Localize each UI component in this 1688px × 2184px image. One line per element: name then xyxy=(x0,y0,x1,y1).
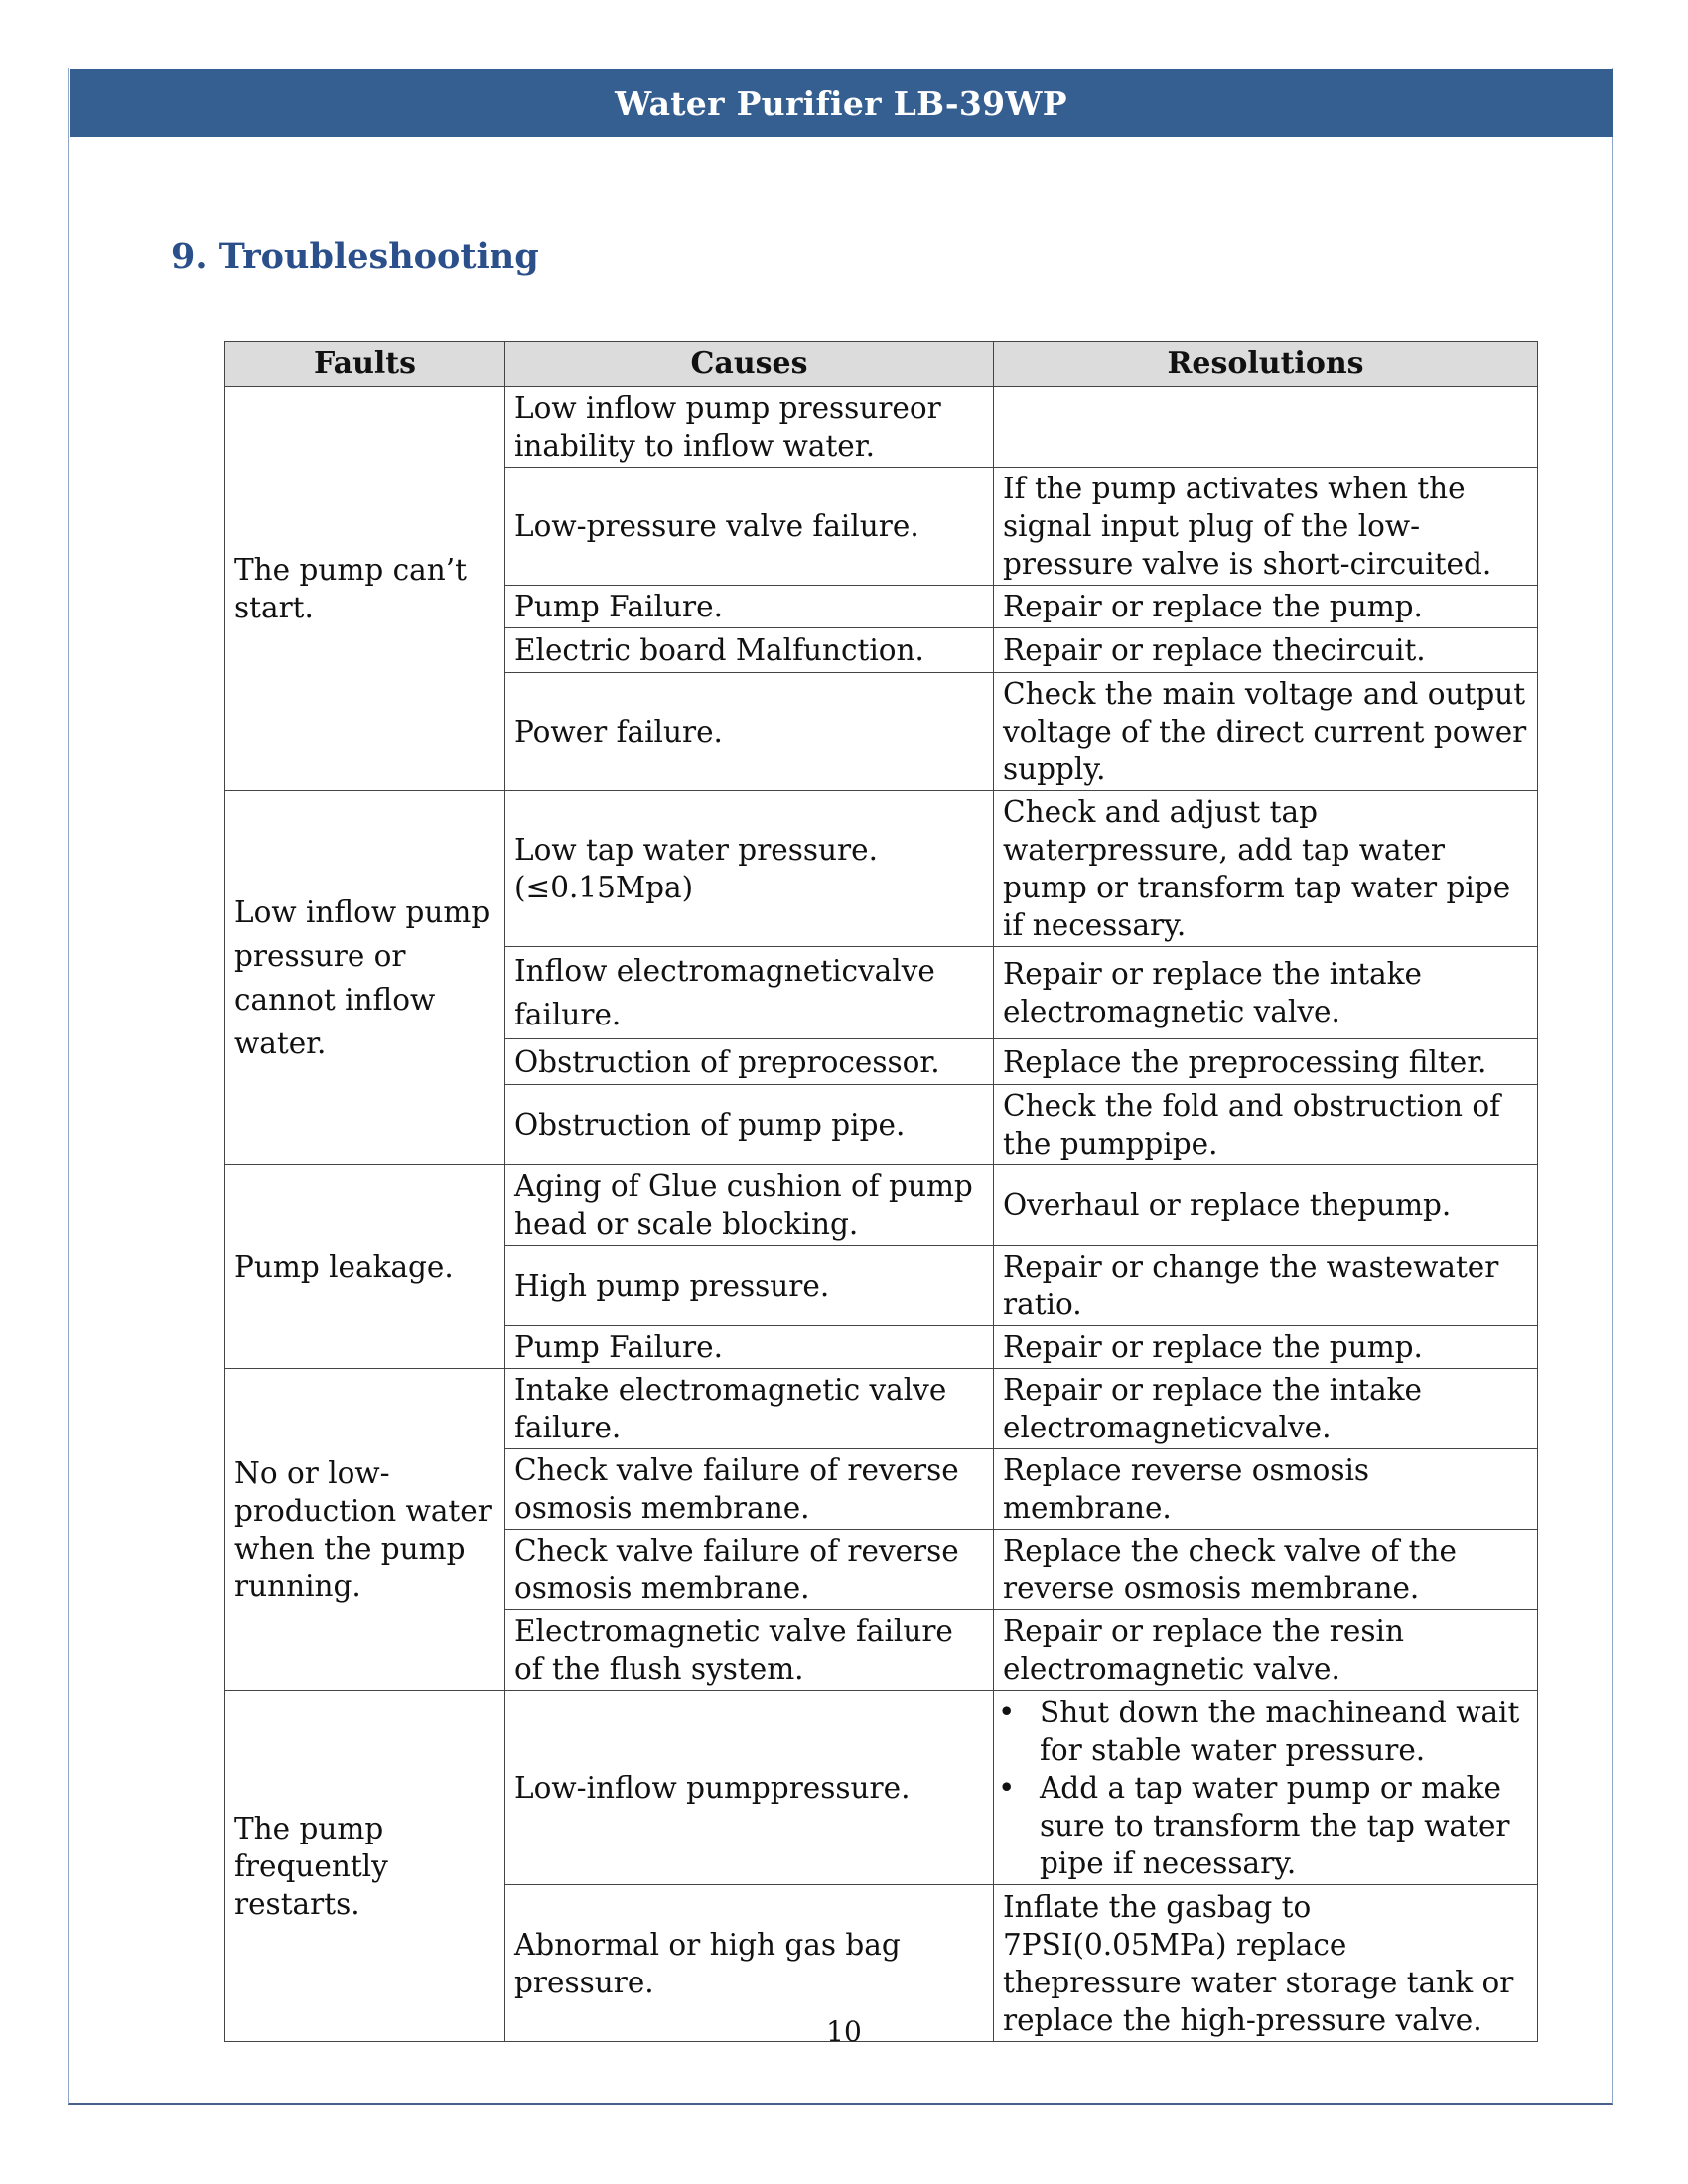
table-row xyxy=(225,1691,1538,1885)
table-row xyxy=(225,1165,1538,1246)
column-header-faults: Faults xyxy=(225,342,505,387)
resolution-cell: Replace the check valve of the reverse osmosis membrane. xyxy=(994,1530,1538,1610)
fault-cell: The pump can’t start. xyxy=(225,387,505,791)
table-row xyxy=(225,387,1538,468)
bullet-item: • Shut down the machineand wait for stable water pressure. xyxy=(998,1694,1529,1769)
cause-cell: Inflow electromagneticvalve failure. xyxy=(505,947,994,1039)
resolution-cell xyxy=(994,387,1538,468)
troubleshooting-table xyxy=(224,341,1538,2042)
cause-cell: Abnormal or high gas bag pressure. xyxy=(505,1885,994,2042)
column-header-causes: Causes xyxy=(505,342,994,387)
cause-cell: Low inflow pump pressureor inability to inflow water. xyxy=(505,387,994,468)
cause-cell: High pump pressure. xyxy=(505,1246,994,1326)
column-header-resolutions: Resolutions xyxy=(994,342,1538,387)
document-title: Water Purifier LB-39WP xyxy=(615,83,1067,123)
resolution-cell: Repair or replace the pump. xyxy=(994,1326,1538,1369)
cause-cell: Obstruction of preprocessor. xyxy=(505,1039,994,1085)
resolution-cell: If the pump activates when the signal input plug of the low-pressure valve is short-circuited. xyxy=(994,468,1538,586)
bullet-item: • Add a tap water pump or make sure to transform the tap water pipe if necessary. xyxy=(998,1769,1529,1882)
resolution-cell: Check the fold and obstruction of the pumppipe. xyxy=(994,1085,1538,1165)
cause-cell: Pump Failure. xyxy=(505,1326,994,1369)
cause-cell: Low tap water pressure. (≤0.15Mpa) xyxy=(505,791,994,947)
resolution-cell: Repair or replace the resin electromagnetic valve. xyxy=(994,1610,1538,1691)
section-title: 9. Troubleshooting xyxy=(171,236,539,277)
table-header-row xyxy=(225,342,1538,387)
resolution-cell: Check the main voltage and output voltage of the direct current power supply. xyxy=(994,673,1538,791)
cause-cell: Aging of Glue cushion of pump head or scale blocking. xyxy=(505,1165,994,1246)
resolution-cell: Repair or replace the intake electromagnetic valve. xyxy=(994,947,1538,1039)
cause-cell: Obstruction of pump pipe. xyxy=(505,1085,994,1165)
cause-cell: Intake electromagnetic valve failure. xyxy=(505,1369,994,1449)
resolution-cell: Overhaul or replace thepump. xyxy=(994,1165,1538,1246)
cause-cell: Electromagnetic valve failure of the flush system. xyxy=(505,1610,994,1691)
fault-cell: The pump frequently restarts. xyxy=(225,1691,505,2042)
resolution-cell: Replace reverse osmosis membrane. xyxy=(994,1449,1538,1530)
resolution-cell: Repair or change the wastewater ratio. xyxy=(994,1246,1538,1326)
resolution-cell: Repair or replace thecircuit. xyxy=(994,628,1538,673)
cause-cell: Electric board Malfunction. xyxy=(505,628,994,673)
cause-cell: Low-inflow pumppressure. xyxy=(505,1691,994,1885)
fault-cell: Low inflow pump pressure or cannot inflow water. xyxy=(225,791,505,1165)
cause-cell: Pump Failure. xyxy=(505,586,994,628)
resolution-cell: Check and adjust tap waterpressure, add tap water pump or transform tap water pipe if necessary. xyxy=(994,791,1538,947)
fault-cell: No or low-production water when the pump running. xyxy=(225,1369,505,1691)
table-row xyxy=(225,791,1538,947)
cause-cell: Power failure. xyxy=(505,673,994,791)
table-row xyxy=(225,1369,1538,1449)
resolution-cell: Inflate the gasbag to 7PSI(0.05MPa) replace thepressure water storage tank or replace the high-pressure valve. xyxy=(994,1885,1538,2042)
resolution-bullet-list xyxy=(998,1694,1529,1882)
document-header xyxy=(70,69,1613,137)
page-number: 10 xyxy=(826,2015,862,2048)
resolution-cell: Repair or replace the pump. xyxy=(994,586,1538,628)
resolution-cell xyxy=(994,1691,1538,1885)
cause-cell: Check valve failure of reverse osmosis membrane. xyxy=(505,1530,994,1610)
resolution-cell: Replace the preprocessing filter. xyxy=(994,1039,1538,1085)
fault-cell: Pump leakage. xyxy=(225,1165,505,1369)
resolution-cell: Repair or replace the intake electromagneticvalve. xyxy=(994,1369,1538,1449)
cause-cell: Check valve failure of reverse osmosis membrane. xyxy=(505,1449,994,1530)
cause-cell: Low-pressure valve failure. xyxy=(505,468,994,586)
